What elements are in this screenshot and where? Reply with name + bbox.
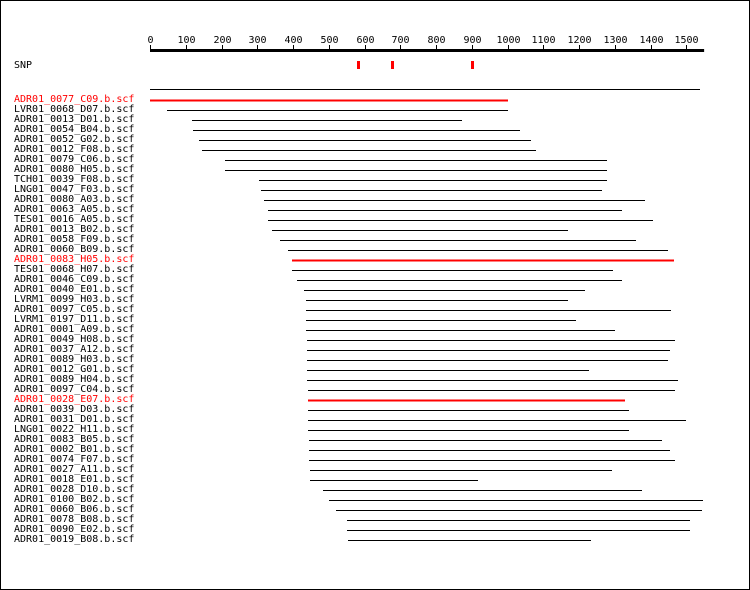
read-name-label[interactable]: ADR01_0037_A12.b.scf	[14, 344, 135, 355]
read-name-label[interactable]: ADR01_0052_G02.b.scf	[14, 134, 135, 145]
snp-marker	[391, 61, 394, 69]
scale-tick-label: 1500	[674, 35, 699, 46]
read-name-label[interactable]: ADR01_0077_C09.b.scf	[14, 94, 135, 105]
read-name-label[interactable]: ADR01_0002_B01.b.scf	[14, 444, 135, 455]
scale-tick-label: 800	[427, 35, 446, 46]
scale-tick-label: 200	[213, 35, 232, 46]
read-name-label[interactable]: ADR01_0079_C06.b.scf	[14, 154, 135, 165]
read-name-label[interactable]: ADR01_0080_A03.b.scf	[14, 194, 135, 205]
read-name-label[interactable]: TCH01_0039_F08.b.scf	[14, 174, 135, 185]
read-name-label[interactable]: ADR01_0074_F07.b.scf	[14, 454, 135, 465]
read-name-label[interactable]: ADR01_0019_B08.b.scf	[14, 534, 135, 545]
read-name-label[interactable]: ADR01_0039_D03.b.scf	[14, 404, 135, 415]
read-name-label[interactable]: ADR01_0054_B04.b.scf	[14, 124, 135, 135]
snp-marker	[357, 61, 360, 69]
read-name-label[interactable]: ADR01_0028_E07.b.scf	[14, 394, 135, 405]
snp-marker	[471, 61, 474, 69]
read-name-label[interactable]: ADR01_0049_H08.b.scf	[14, 334, 135, 345]
read-name-label[interactable]: LVRM1_0099_H03.b.scf	[14, 294, 135, 305]
read-name-label[interactable]: ADR01_0028_D10.b.scf	[14, 484, 135, 495]
scale-tick-label: 1400	[639, 35, 664, 46]
read-name-label[interactable]: ADR01_0013_B02.b.scf	[14, 224, 135, 235]
read-name-label[interactable]: LNG01_0047_F03.b.scf	[14, 184, 135, 195]
read-name-label[interactable]: ADR01_0078_B08.b.scf	[14, 514, 135, 525]
scale-tick-label: 700	[391, 35, 410, 46]
scale-tick-label: 300	[248, 35, 267, 46]
read-name-label[interactable]: ADR01_0001_A09.b.scf	[14, 324, 135, 335]
read-name-label[interactable]: ADR01_0040_E01.b.scf	[14, 284, 135, 295]
scale-tick-label: 1000	[496, 35, 521, 46]
scale-tick-label: 400	[284, 35, 303, 46]
read-name-label[interactable]: ADR01_0060_B06.b.scf	[14, 504, 135, 515]
read-name-label[interactable]: ADR01_0063_A05.b.scf	[14, 204, 135, 215]
read-name-label[interactable]: ADR01_0089_H03.b.scf	[14, 354, 135, 365]
read-name-label[interactable]: ADR01_0027_A11.b.scf	[14, 464, 135, 475]
scale-tick-label: 1100	[531, 35, 556, 46]
read-name-label[interactable]: ADR01_0058_F09.b.scf	[14, 234, 135, 245]
read-name-label[interactable]: LVR01_0068_D07.b.scf	[14, 104, 135, 115]
read-name-label[interactable]: ADR01_0060_B09.b.scf	[14, 244, 135, 255]
scale-tick-label: 900	[463, 35, 482, 46]
read-name-label[interactable]: ADR01_0100_B02.b.scf	[14, 494, 135, 505]
scale-tick-label: 600	[356, 35, 375, 46]
snp-track-label: SNP	[14, 60, 33, 71]
read-name-label[interactable]: ADR01_0012_F08.b.scf	[14, 144, 135, 155]
scale-tick-label: 500	[320, 35, 339, 46]
read-name-label[interactable]: ADR01_0018_E01.b.scf	[14, 474, 135, 485]
read-name-label[interactable]: ADR01_0013_D01.b.scf	[14, 114, 135, 125]
read-name-label[interactable]: TES01_0016_A05.b.scf	[14, 214, 135, 225]
read-name-label[interactable]: ADR01_0012_G01.b.scf	[14, 364, 135, 375]
read-name-label[interactable]: TES01_0068_H07.b.scf	[14, 264, 135, 275]
scale-tick-label: 100	[177, 35, 196, 46]
scale-tick-label: 1300	[603, 35, 628, 46]
read-name-label[interactable]: ADR01_0083_B05.b.scf	[14, 434, 135, 445]
read-name-label[interactable]: ADR01_0097_C05.b.scf	[14, 304, 135, 315]
read-name-label[interactable]: ADR01_0089_H04.b.scf	[14, 374, 135, 385]
read-name-label[interactable]: LNG01_0022_H11.b.scf	[14, 424, 135, 435]
read-name-label[interactable]: ADR01_0031_D01.b.scf	[14, 414, 135, 425]
scale-tick-label: 1200	[567, 35, 592, 46]
read-name-label[interactable]: LVRM1_0197_D11.b.scf	[14, 314, 135, 325]
read-name-label[interactable]: ADR01_0097_C04.b.scf	[14, 384, 135, 395]
read-name-label[interactable]: ADR01_0090_E02.b.scf	[14, 524, 135, 535]
read-name-label[interactable]: ADR01_0046_C09.b.scf	[14, 274, 135, 285]
read-name-label[interactable]: ADR01_0080_H05.b.scf	[14, 164, 135, 175]
read-name-label[interactable]: ADR01_0083_H05.b.scf	[14, 254, 135, 265]
scale-tick-label: 0	[147, 35, 154, 46]
position-scale	[0, 0, 750, 90]
